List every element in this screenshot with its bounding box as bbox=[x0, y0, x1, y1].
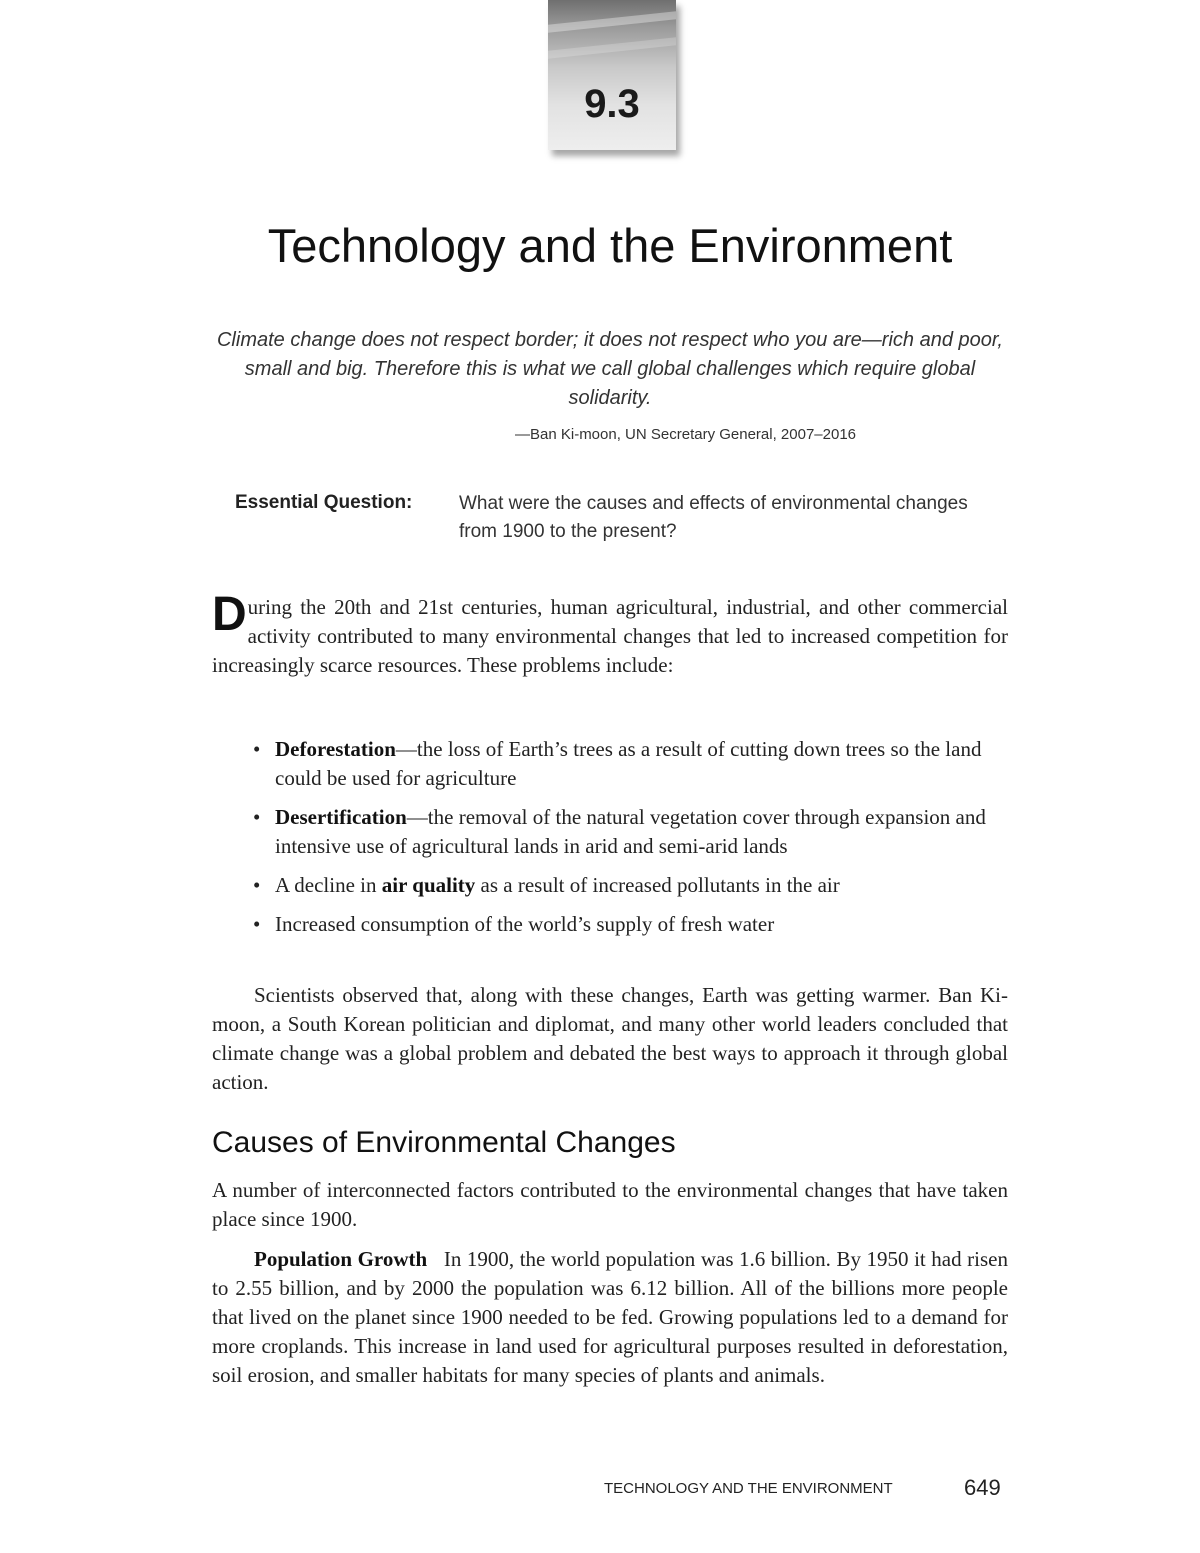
bullet-icon: • bbox=[253, 737, 261, 761]
scientists-paragraph: Scientists observed that, along with these changes, Earth was getting warmer. Ban Ki-moon, a South Korean politician and diplomat, and many other world leaders concluded that climate change was a global problem and debated the best ways to approach it through global action. bbox=[212, 983, 1008, 1094]
bullet-icon: • bbox=[253, 912, 261, 936]
bullet-icon: • bbox=[253, 873, 261, 897]
section-number: 9.3 bbox=[584, 82, 640, 126]
term-air-quality: air quality bbox=[381, 873, 476, 897]
essential-question-label: Essential Question: bbox=[235, 492, 413, 513]
running-head: TECHNOLOGY AND THE ENVIRONMENT bbox=[604, 1480, 893, 1497]
section-tab bbox=[548, 0, 676, 150]
list-item-text: —the loss of Earth’s trees as a result of cutting down trees so the land could be used for agriculture bbox=[275, 737, 982, 790]
epigraph-quote: Climate change does not respect border; it does not respect who you are—rich and poor, small and big. Therefore this is what we call global challenges which require global solidarity. bbox=[216, 329, 1003, 409]
drop-cap: D bbox=[212, 588, 247, 641]
intro-paragraph bbox=[212, 588, 1008, 680]
page-number: 649 bbox=[964, 1475, 1001, 1500]
list-item-text: A decline in bbox=[275, 873, 382, 897]
list-item bbox=[253, 871, 1013, 900]
essential-question-text: What were the causes and effects of environmental changes from 1900 to the present? bbox=[459, 493, 968, 542]
intro-text: uring the 20th and 21st centuries, human agricultural, industrial, and other commercial activity contributed to many environmental changes that led to increased competition for increasingly scarce resources. These problems include: bbox=[212, 595, 1008, 677]
term-deforestation: Deforestation bbox=[275, 737, 396, 761]
term-population-growth: Population Growth bbox=[254, 1247, 428, 1271]
term-desertification: Desertification bbox=[275, 805, 407, 829]
epigraph-attribution: —Ban Ki-moon, UN Secretary General, 2007–2016 bbox=[515, 426, 857, 443]
list-item-text: Increased consumption of the world’s supply of fresh water bbox=[275, 912, 775, 936]
list-item bbox=[253, 910, 1013, 939]
list-item bbox=[253, 803, 1013, 861]
list-item-text: —the removal of the natural vegetation cover through expansion and intensive use of agricultural lands in arid and semi-arid lands bbox=[275, 805, 986, 858]
section-heading: Causes of Environmental Changes bbox=[212, 1126, 676, 1159]
list-item-text: as a result of increased pollutants in the air bbox=[475, 873, 840, 897]
page-title: Technology and the Environment bbox=[267, 219, 953, 272]
tab-texture bbox=[548, 11, 676, 32]
population-text: In 1900, the world population was 1.6 billion. By 1950 it had risen to 2.55 billion, and by 2000 the population was 6.12 billion. All of the billions more people that lived on the planet since 1900 needed to be fed. Growing populations led to a demand for more croplands. This increase in land used for agricultural purposes resulted in deforestation, soil erosion, and smaller habitats for many species of plants and animals. bbox=[212, 1247, 1008, 1387]
tab-texture bbox=[548, 37, 676, 58]
problems-list bbox=[253, 735, 1013, 949]
causes-intro-paragraph: A number of interconnected factors contributed to the environmental changes that have taken place since 1900. bbox=[212, 1178, 1008, 1231]
population-paragraph bbox=[212, 1245, 1008, 1390]
list-item bbox=[253, 735, 1013, 793]
bullet-icon: • bbox=[253, 805, 261, 829]
